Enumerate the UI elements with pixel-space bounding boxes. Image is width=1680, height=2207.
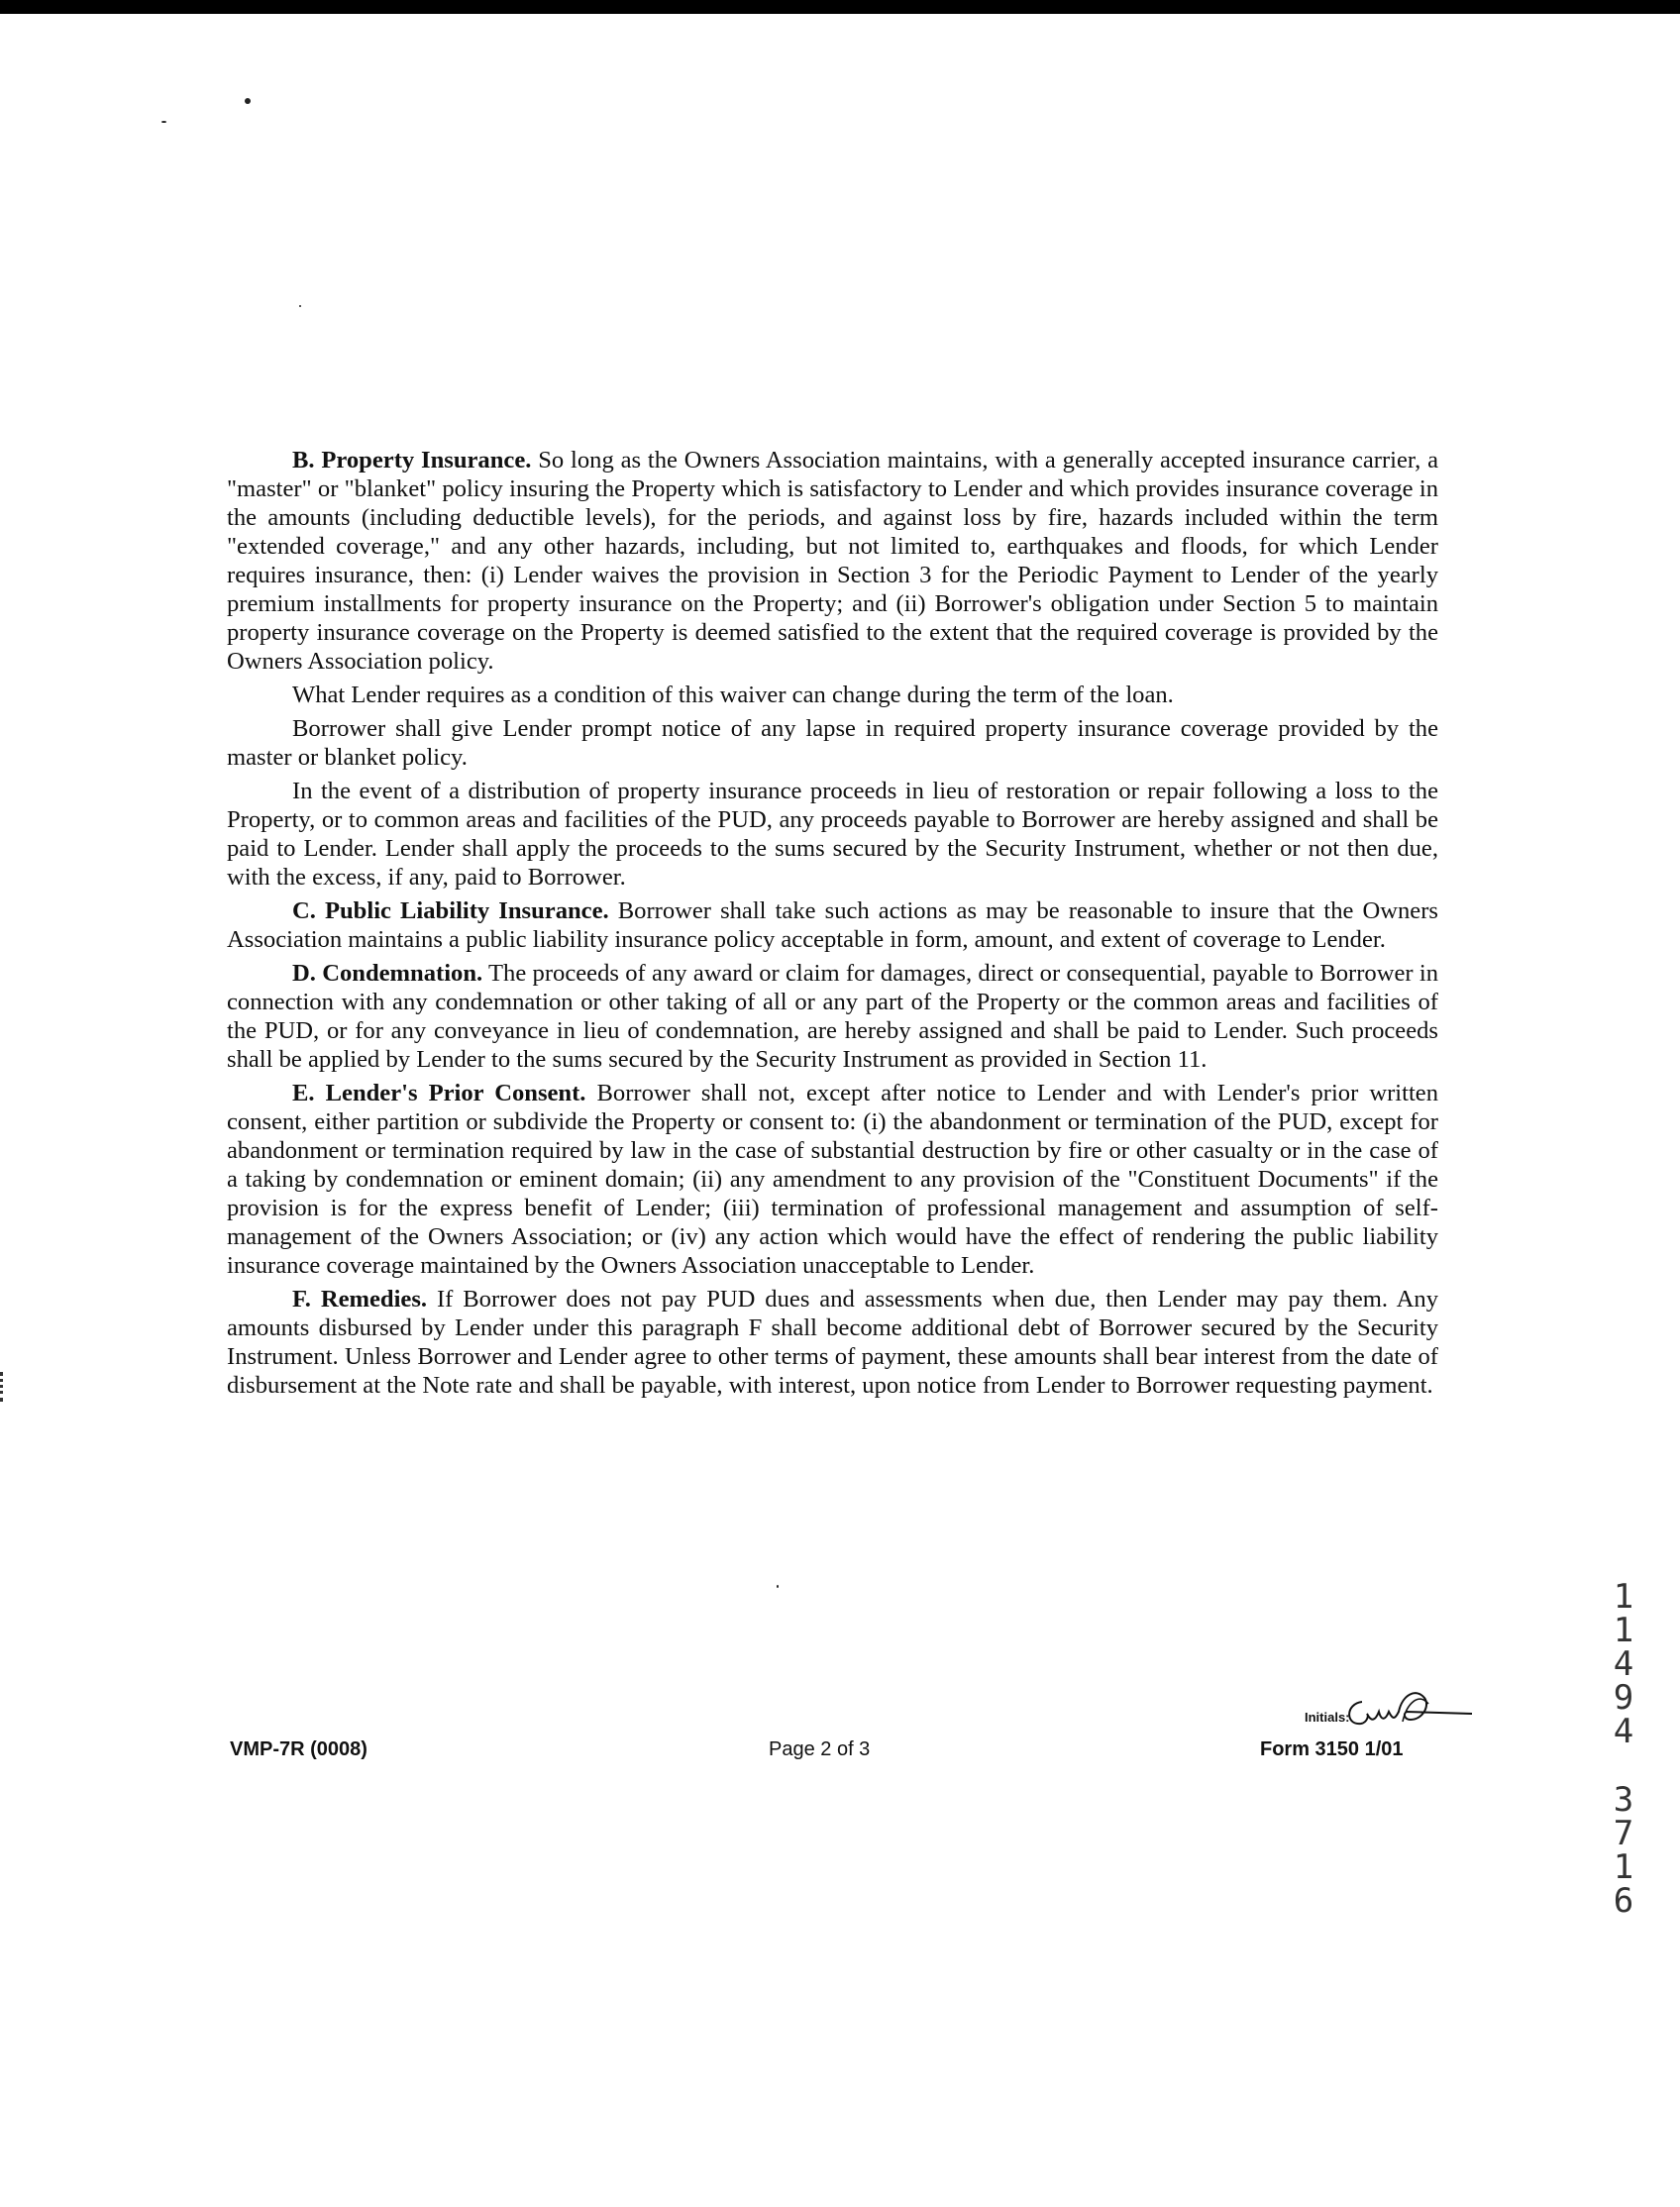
page-number: Page 2 of 3 [769,1738,871,1760]
scan-speck [777,1585,779,1588]
scan-edge-marks [0,1372,7,1402]
section-e-lenders-consent [227,1079,1438,1280]
section-text: Borrower shall not, except after notice to Lender and with Lender's prior written consent, either partition or subdivide the Property or consent to: (i) the abandonment or termination of the PUD, except for abandonment or termination required by law in the case of substantial destruction by fire or other casualty or in the case of a taking by condemnation or eminent domain; (ii) any amendment to any provision of the "Constituent Documents" if the provision is for the express benefit of Lender; (iii) termination of professional management and assumption of self-management of the Owners Association; or (iv) any action which would have the effect of rendering the public liability insurance coverage maintained by the Owners Association unacceptable to Lender. [227,1080,1439,1279]
section-heading: C. Public Liability Insurance. [292,897,609,924]
section-heading: D. Condemnation. [292,960,483,987]
form-number: Form 3150 1/01 [1260,1738,1404,1760]
document-number-stamp-bottom: 3 7 1 6 [1613,1780,1634,1921]
form-code: VMP-7R (0008) [230,1738,368,1760]
section-b-paragraph-4: In the event of a distribution of property insurance proceeds in lieu of restoration or repair following a loss to the Property, or to common areas and facilities of the PUD, any proceeds payable to Borrower are hereby assigned and shall be paid to Lender. Lender shall apply the proceeds to the sums secured by the Security Instrument, whether or not then due, with the excess, if any, paid to Borrower. [227,778,1438,891]
document-body [227,446,1438,1405]
section-heading: E. Lender's Prior Consent. [292,1080,586,1106]
section-heading: F. Remedies. [292,1286,428,1313]
document-number-stamp-top: 1 1 4 9 4 [1613,1577,1634,1751]
initials-signature [1337,1674,1476,1734]
section-c-public-liability [227,896,1438,954]
section-text: The proceeds of any award or claim for damages, direct or consequential, payable to Borrower in connection with any condemnation or other taking of all or any part of the Property or the common areas and facilities of the PUD, or for any conveyance in lieu of condemnation, are hereby assigned and shall be paid to Lender. Such proceeds shall be applied by Lender to the sums secured by the Security Instrument as provided in Section 11. [227,960,1439,1073]
scan-speck [245,98,251,104]
section-text: So long as the Owners Association maintains, with a generally accepted insurance carrier, a "master" or "blanket" policy insuring the Property which is satisfactory to Lender and which provides insurance coverage in the amounts (including deductible levels), for the periods, and against loss by fire, hazards included within the term "extended coverage," and any other hazards, including, but not limited to, earthquakes and floods, for which Lender requires insurance, then: (i) Lender waives the provision in Section 3 for the Periodic Payment to Lender of the yearly premium installments for property insurance on the Property; and (ii) Borrower's obligation under Section 5 to maintain property insurance coverage on the Property is deemed satisfied to the extent that the required coverage is provided by the Owners Association policy. [227,447,1438,675]
scan-speck [161,121,166,123]
section-heading: B. Property Insurance. [292,447,532,473]
section-text: If Borrower does not pay PUD dues and assessments when due, then Lender may pay them. Any amounts disbursed by Lender under this paragraph F shall become additional debt of Borrower secured by the Security Instrument. Unless Borrower and Lender agree to other terms of payment, these amounts shall bear interest from the date of disbursement at the Note rate and shall be payable, with interest, upon notice from Lender to Borrower requesting payment. [227,1286,1438,1399]
section-d-condemnation [227,959,1438,1074]
initials-label: Initials: [1305,1710,1350,1725]
section-b-paragraph-3: Borrower shall give Lender prompt notice of any lapse in required property insurance coverage provided by the master or blanket policy. [227,715,1438,771]
scan-speck [299,305,301,307]
section-b-property-insurance [227,446,1438,676]
scan-top-border [0,0,1680,14]
section-f-remedies [227,1285,1438,1400]
section-b-paragraph-2: What Lender requires as a condition of this waiver can change during the term of the loan. [292,682,1174,708]
section-text: Borrower shall take such actions as may be reasonable to insure that the Owners Association maintains a public liability insurance policy acceptable in form, amount, and extent of coverage to Lender. [227,897,1438,953]
